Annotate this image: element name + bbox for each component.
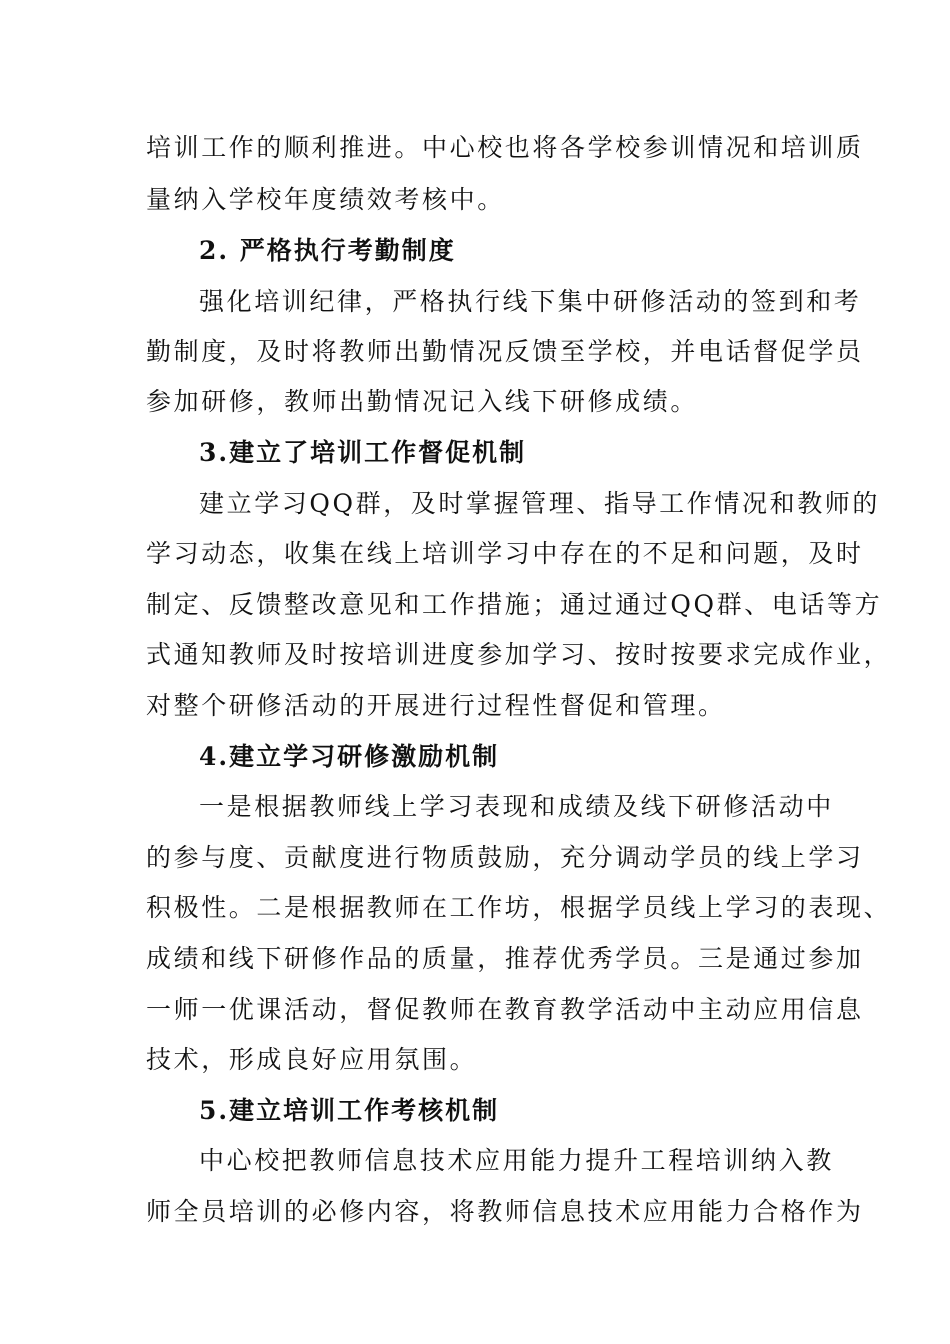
body-text-line: 一是根据教师线上学习表现和成绩及线下研修活动中 <box>199 792 834 821</box>
body-text-line: 建立学习QQ群，及时掌握管理、指导工作情况和教师的 <box>199 489 880 518</box>
body-text-line: 量纳入学校年度绩效考核中。 <box>146 185 505 214</box>
body-text-line: 一师一优课活动，督促教师在教育教学活动中主动应用信息 <box>146 995 864 1024</box>
section-heading: 2. 严格执行考勤制度 <box>199 236 456 265</box>
body-text-line: 勤制度，及时将教师出勤情况反馈至学校，并电话督促学员 <box>146 337 864 366</box>
body-text-line: 对整个研修活动的开展进行过程性督促和管理。 <box>146 691 726 720</box>
section-heading: 5.建立培训工作考核机制 <box>199 1096 500 1125</box>
body-text-line: 成绩和线下研修作品的质量，推荐优秀学员。三是通过参加 <box>146 944 864 973</box>
body-text-line: 学习动态，收集在线上培训学习中存在的不足和问题，及时 <box>146 539 864 568</box>
section-heading: 3.建立了培训工作督促机制 <box>199 438 527 467</box>
body-text-line: 师全员培训的必修内容，将教师信息技术应用能力合格作为 <box>146 1197 864 1226</box>
body-text-line: 参加研修，教师出勤情况记入线下研修成绩。 <box>146 387 699 416</box>
body-text-line: 中心校把教师信息技术应用能力提升工程培训纳入教 <box>199 1146 834 1175</box>
section-heading: 4.建立学习研修激励机制 <box>199 742 500 771</box>
body-text-line: 的参与度、贡献度进行物质鼓励，充分调动学员的线上学习 <box>146 843 864 872</box>
body-text-line: 强化培训纪律，严格执行线下集中研修活动的签到和考 <box>199 287 862 316</box>
body-text-line: 积极性。二是根据教师在工作坊，根据学员线上学习的表现、 <box>146 893 892 922</box>
body-text-line: 式通知教师及时按培训进度参加学习、按时按要求完成作业， <box>146 640 892 669</box>
body-text-line: 培训工作的顺利推进。中心校也将各学校参训情况和培训质 <box>146 133 864 162</box>
body-text-line: 技术，形成良好应用氛围。 <box>146 1045 478 1074</box>
body-text-line: 制定、反馈整改意见和工作措施；通过通过QQ群、电话等方 <box>146 590 883 619</box>
